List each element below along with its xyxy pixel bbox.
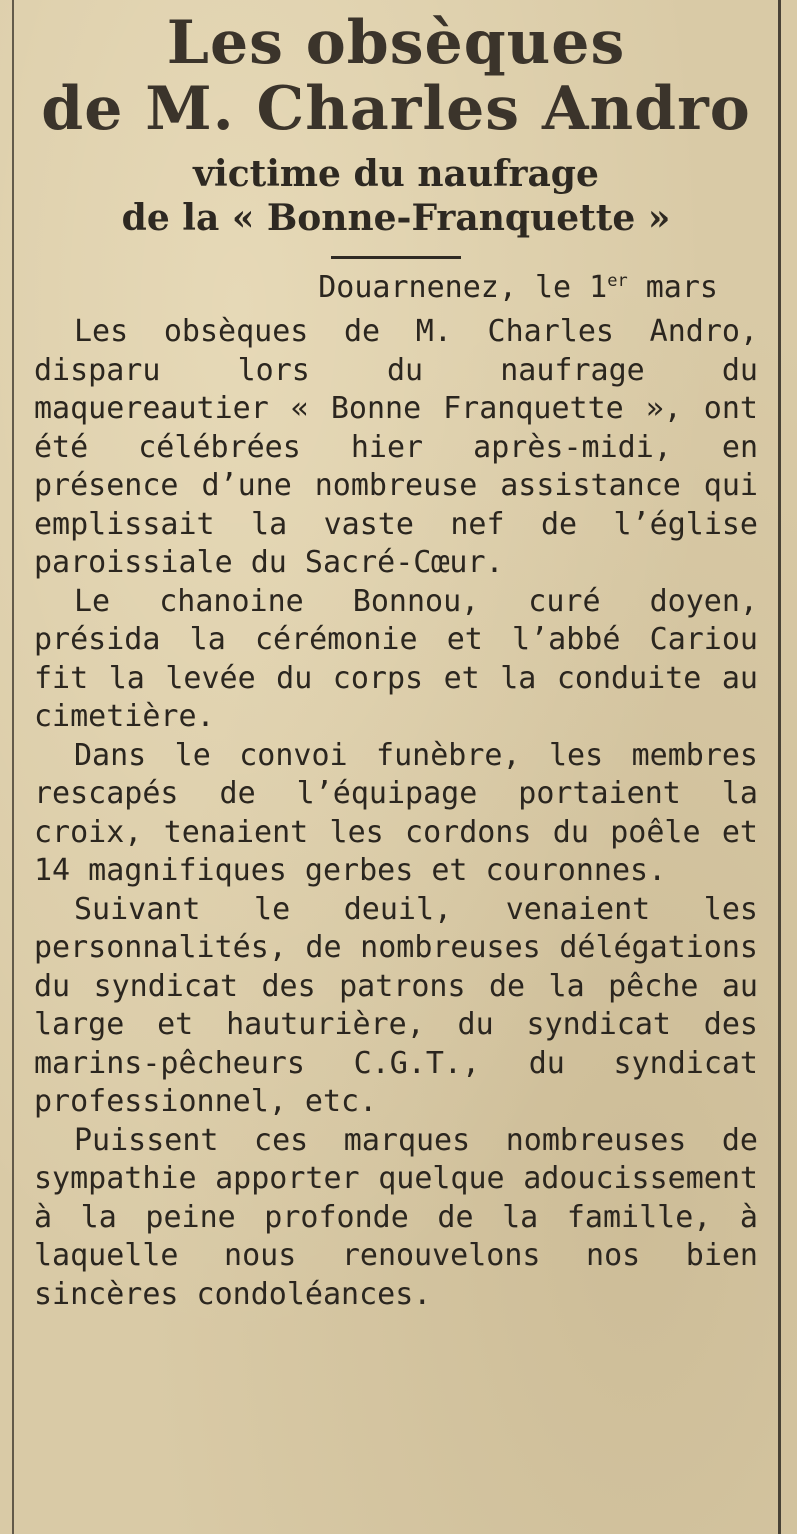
paragraph-1: Les obsèques de M. Charles Andro, disparu lors du naufrage du maquereautier « Bonne Franquette », ont été célébrées hier après-midi, en présence d’une nombreuse assistance qui emplissait la vaste nef de l’église paroissiale du Sacré-Cœur. — [34, 314, 758, 580]
headline-line-1: Les obsèques — [166, 8, 626, 78]
paragraph-3: Dans le convoi funèbre, les membres rescapés de l’équipage portaient la croix, tenaient les cordons du poêle et 14 magnifiques gerbes et couronnes. — [34, 737, 758, 888]
subhead-line-2: de la « Bonne-Franquette » — [121, 197, 671, 239]
paragraph-5: Puissent ces marques nombreuses de sympathie apporter quelque adoucissement à la peine profonde de la famille, à laquelle nous renouvelons nos bien sincères condoléances. — [34, 1122, 758, 1312]
dateline-ordinal: er — [607, 271, 628, 291]
paragraph-2: Le chanoine Bonnou, curé doyen, présida la cérémonie et l’abbé Cariou fit la levée du corps et la conduite au cimetière. — [34, 583, 758, 734]
left-column-rule — [12, 0, 14, 1534]
article-column — [34, 10, 758, 1314]
headline-divider — [331, 256, 461, 259]
dateline-month: mars — [627, 270, 718, 305]
headline-line-2: de M. Charles Andro — [41, 74, 751, 144]
dateline — [34, 269, 758, 307]
dateline-place: Douarnenez, le 1 — [318, 270, 608, 305]
paragraph-4: Suivant le deuil, venaient les personnalités, de nombreuses délégations du syndicat des patrons de la pêche au large et hauturière, du syndicat des marins-pêcheurs C.G.T., du syndicat professionnel, etc. — [34, 891, 758, 1119]
subhead-line-1: victime du naufrage — [193, 153, 599, 195]
headline — [34, 10, 758, 142]
right-column-rule — [778, 0, 781, 1534]
subheadline — [34, 152, 758, 240]
